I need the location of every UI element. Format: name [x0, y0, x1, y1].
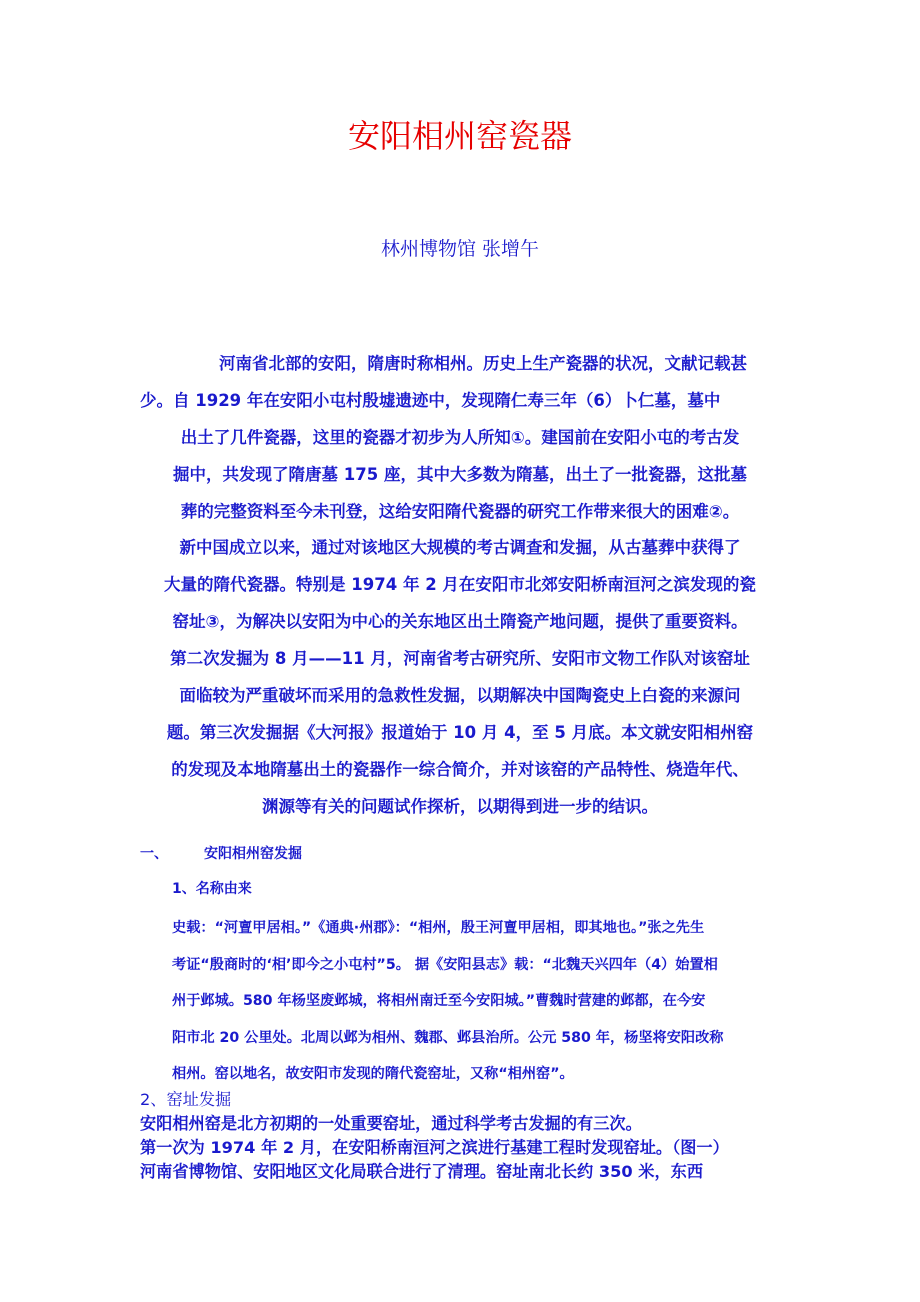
intro-line: 大量的隋代瓷器。特别是 1974 年 2 月在安阳市北郊安阳桥南洹河之滨发现的瓷 — [164, 575, 756, 595]
section-2 — [140, 1088, 780, 1184]
intro-line: 渊源等有关的问题试作探析，以期得到进一步的结识。 — [262, 796, 658, 816]
section-2-line: 河南省博物馆、安阳地区文化局联合进行了清理。窑址南北长约 350 米，东西 — [140, 1162, 704, 1181]
intro-line: 新中国成立以来，通过对该地区大规模的考古调查和发掘，从古墓葬中获得了 — [179, 538, 741, 558]
section-heading-1 — [140, 842, 780, 866]
quote-line: 州于邺城。580 年杨坚废邺城，将相州南迁至今安阳城。”曹魏时营建的邺都，在今安 — [172, 993, 706, 1009]
intro-line: 河南省北部的安阳，隋唐时称相州。历史上生产瓷器的状况，文献记载甚 — [219, 354, 747, 373]
quote-line: 阳市北 20 公里处。北周以邺为相州、魏郡、邺县治所。公元 580 年，杨坚将安阳改称 — [172, 1029, 724, 1046]
section-number: 一、 — [140, 846, 168, 862]
section-2-line: 第一次为 1974 年 2 月，在安阳桥南洹河之滨进行基建工程时发现窑址。（图一） — [140, 1138, 729, 1157]
subsection-heading: 1、名称由来 — [172, 881, 252, 897]
quote-line: 相州。窑以地名，故安阳市发现的隋代瓷窑址，又称“相州窑”。 — [172, 1066, 574, 1082]
document-title: 安阳相州窑瓷器 — [347, 117, 572, 155]
section-title: 安阳相州窑发掘 — [204, 846, 302, 862]
intro-line: 葬的完整资料至今未刊登，这给安阳隋代瓷器的研究工作带来很大的困难②。 — [180, 501, 740, 521]
section-2-line: 安阳相州窑是北方初期的一处重要窑址，通过科学考古发掘的有三次。 — [140, 1114, 642, 1133]
intro-line: 题。第三次发掘据《大河报》报道始于 10 月 4，至 5 月底。本文就安阳相州窑 — [166, 722, 754, 742]
quote-line: 史载：“河亶甲居相。”《通典·州郡》：“相州，殷王河亶甲居相，即其地也。”张之先生 — [172, 920, 705, 936]
intro-line: 窑址③，为解决以安阳为中心的关东地区出土隋瓷产地问题，提供了重要资料。 — [172, 612, 748, 632]
intro-line: 少。自 1929 年在安阳小屯村殷墟遗迹中，发现隋仁寿三年（6）卜仁墓，墓中 — [140, 390, 721, 410]
history-quote-block — [172, 910, 784, 1093]
author-line: 林州博物馆 张增午 — [380, 238, 540, 260]
section-2-heading: 2、窑址发掘 — [140, 1090, 232, 1109]
quote-line: 考证“殷商时的‘相’即今之小屯村”5。 据《安阳县志》载：“北魏天兴四年（4）始置相 — [172, 956, 718, 973]
intro-paragraph — [140, 346, 780, 826]
intro-line: 掘中，共发现了隋唐墓 175 座，其中大多数为隋墓，出土了一批瓷器，这批墓 — [173, 464, 747, 484]
intro-line: 出土了几件瓷器，这里的瓷器才初步为人所知①。建国前在安阳小屯的考古发 — [180, 427, 740, 447]
intro-line: 第二次发掘为 8 月——11 月，河南省考古研究所、安阳市文物工作队对该窑址 — [170, 649, 750, 669]
intro-line: 面临较为严重破坏而采用的急救性发掘，以期解决中国陶瓷史上白瓷的来源问 — [179, 686, 741, 706]
intro-line: 的发现及本地隋墓出土的瓷器作一综合简介，并对该窑的产品特性、烧造年代、 — [171, 759, 749, 779]
